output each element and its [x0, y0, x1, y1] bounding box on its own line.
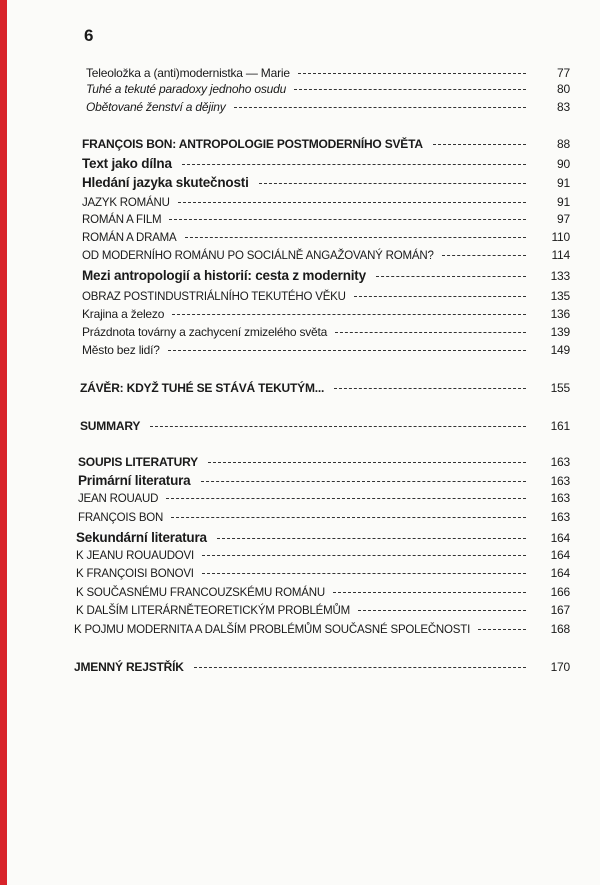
toc-entry-title: FRANÇOIS BON — [78, 512, 164, 524]
page-number: 6 — [84, 26, 94, 45]
toc-entry-page: 91 — [557, 195, 570, 209]
dot-leader — [169, 218, 526, 220]
toc-entry-title: SUMMARY — [80, 419, 141, 433]
toc-entry-page: 136 — [550, 307, 570, 321]
dot-leader — [333, 591, 526, 593]
toc-entry-page: 161 — [550, 419, 570, 433]
toc-entry-title: JAZYK ROMÁNU — [82, 197, 170, 209]
toc-entry-page: 135 — [550, 289, 570, 303]
dot-leader — [166, 497, 526, 499]
dot-leader — [358, 609, 526, 611]
toc-entry-k-soucasnemu-romanu[interactable] — [76, 585, 570, 599]
dot-leader — [354, 295, 526, 297]
toc-entry-soupis-literatury[interactable] — [78, 455, 570, 469]
toc-entry-jazyk-romanu[interactable] — [82, 195, 570, 209]
toc-entry-primarni-literatura[interactable] — [78, 473, 570, 488]
toc-entry-page: 83 — [557, 100, 570, 114]
toc-entry-page: 77 — [557, 66, 570, 80]
toc-entry-k-jeanu-rouaudovi[interactable] — [76, 548, 570, 562]
dot-leader — [433, 143, 526, 145]
dot-leader — [478, 628, 526, 630]
toc-entry-page: 164 — [550, 548, 570, 562]
toc-entry-francois-bon[interactable] — [82, 137, 570, 151]
toc-entry-page: 110 — [551, 230, 570, 244]
toc-entry-k-dalsim-literarne[interactable] — [76, 603, 570, 617]
dot-leader — [334, 387, 526, 389]
dot-leader — [201, 480, 527, 482]
dot-leader — [376, 275, 526, 277]
toc-entry-page: 163 — [550, 474, 570, 488]
toc-entry-sekundarni-literatura[interactable] — [76, 530, 570, 545]
dot-leader — [335, 331, 526, 333]
toc-entry-obraz-postindustrialniho[interactable] — [82, 289, 570, 303]
toc-entry-obetovane-zenstvi[interactable] — [86, 100, 570, 114]
toc-entry-title: K SOUČASNÉMU FRANCOUZSKÉMU ROMÁNU — [76, 587, 325, 599]
toc-entry-krajina-a-zelezo[interactable] — [82, 307, 570, 321]
toc-entry-page: 167 — [550, 603, 570, 617]
toc-entry-title: K JEANU ROUAUDOVI — [76, 550, 195, 562]
toc-entry-title: K FRANÇOISI BONOVI — [76, 568, 194, 580]
toc-entry-page: 168 — [550, 622, 570, 636]
toc-entry-title: ZÁVĚR: KDYŽ TUHÉ SE STÁVÁ TEKUTÝM... — [80, 381, 325, 395]
toc-entry-title: Mezi antropologií a historií: cesta z modernity — [82, 268, 366, 283]
toc-entry-title: K DALŠÍM LITERÁRNĚTEORETICKÝM PROBLÉMŮM — [76, 605, 350, 617]
toc-entry-page: 164 — [550, 531, 570, 545]
toc-entry-text-jako-dilna[interactable] — [82, 156, 570, 171]
toc-entry-teleolozka[interactable] — [86, 66, 570, 80]
toc-entry-title: OBRAZ POSTINDUSTRIÁLNÍHO TEKUTÉHO VĚKU — [82, 291, 346, 303]
toc-entry-francois-bon-primary[interactable] — [78, 510, 570, 524]
toc-entry-title: K POJMU MODERNITA A DALŠÍM PROBLÉMŮM SOUČASNÉ SPOLEČNOSTI — [74, 624, 471, 636]
toc-entry-title: JMENNÝ REJSTŘÍK — [74, 660, 184, 674]
toc-entry-od-moderniho-romanu[interactable] — [82, 248, 570, 262]
toc-entry-page: 163 — [550, 510, 570, 524]
toc-entry-roman-a-film[interactable] — [82, 212, 570, 226]
dot-leader — [172, 313, 526, 315]
toc-entry-title: Text jako dílna — [82, 156, 172, 171]
dot-leader — [234, 106, 526, 108]
toc-entry-page: 149 — [550, 343, 570, 357]
toc-entry-title: Tuhé a tekuté paradoxy jednoho osudu — [86, 82, 287, 96]
toc-entry-page: 97 — [557, 212, 570, 226]
dot-leader — [150, 425, 526, 427]
toc-entry-title: ROMÁN A FILM — [82, 214, 162, 226]
toc-entry-title: Prázdnota továrny a zachycení zmizelého světa — [82, 325, 328, 339]
dot-leader — [171, 516, 526, 518]
toc-entry-page: 164 — [550, 566, 570, 580]
toc-entry-prazdnota-tovarny[interactable] — [82, 325, 570, 339]
toc-entry-k-pojmu-modernita[interactable] — [74, 622, 570, 636]
toc-entry-page: 139 — [550, 325, 570, 339]
toc-entry-page: 88 — [557, 137, 570, 151]
dot-leader — [208, 461, 526, 463]
toc-entry-page: 133 — [550, 269, 570, 283]
toc-entry-k-francoisi-bonovi[interactable] — [76, 566, 570, 580]
toc-entry-page: 80 — [557, 82, 570, 96]
toc-entry-title: ROMÁN A DRAMA — [82, 232, 177, 244]
toc-entry-page: 155 — [550, 381, 570, 395]
dot-leader — [442, 254, 526, 256]
toc-entry-title: Hledání jazyka skutečnosti — [82, 175, 249, 190]
toc-entry-title: Krajina a železo — [82, 307, 165, 321]
toc-entry-page: 163 — [550, 491, 570, 505]
toc-entry-title: JEAN ROUAUD — [78, 493, 159, 505]
toc-entry-page: 166 — [550, 585, 570, 599]
toc-entry-summary[interactable] — [80, 419, 570, 433]
dot-leader — [217, 537, 526, 539]
toc-entry-jean-rouaud[interactable] — [78, 491, 570, 505]
toc-entry-title: Teleoložka a (anti)modernistka — Marie — [86, 66, 290, 80]
dot-leader — [178, 201, 526, 203]
toc-entry-page: 91 — [557, 176, 570, 190]
toc-entry-mezi-antropologii[interactable] — [82, 268, 570, 283]
dot-leader — [182, 163, 526, 165]
toc-entry-title: SOUPIS LITERATURY — [78, 455, 198, 469]
toc-entry-title: OD MODERNÍHO ROMÁNU PO SOCIÁLNĚ ANGAŽOVANÝ ROMÁN? — [82, 250, 434, 262]
dot-leader — [168, 349, 526, 351]
toc-entry-jmenny-rejstrik[interactable] — [74, 660, 570, 674]
toc-entry-hledani-jazyka[interactable] — [82, 175, 570, 190]
toc-entry-title: Sekundární literatura — [76, 530, 207, 545]
toc-entry-title: Obětované ženství a dějiny — [86, 100, 226, 114]
toc-entry-zaver[interactable] — [80, 381, 570, 395]
toc-entry-page: 170 — [550, 660, 570, 674]
toc-entry-title: Město bez lidí? — [82, 343, 160, 357]
dot-leader — [294, 88, 526, 90]
toc-entry-page: 90 — [557, 157, 570, 171]
toc-entry-page: 163 — [550, 455, 570, 469]
toc-entry-title: Primární literatura — [78, 473, 191, 488]
toc-entry-tuhe-a-tekute[interactable] — [86, 82, 570, 96]
dot-leader — [202, 554, 526, 556]
dot-leader — [202, 572, 526, 574]
dot-leader — [298, 72, 526, 74]
toc-entry-title: FRANÇOIS BON: ANTROPOLOGIE POSTMODERNÍHO SVĚTA — [82, 137, 423, 151]
toc-entry-mesto-bez-lidi[interactable] — [82, 343, 570, 357]
dot-leader — [259, 182, 526, 184]
dot-leader — [185, 236, 526, 238]
toc-entry-roman-a-drama[interactable] — [82, 230, 570, 244]
dot-leader — [194, 666, 526, 668]
toc-entry-page: 114 — [551, 248, 570, 262]
